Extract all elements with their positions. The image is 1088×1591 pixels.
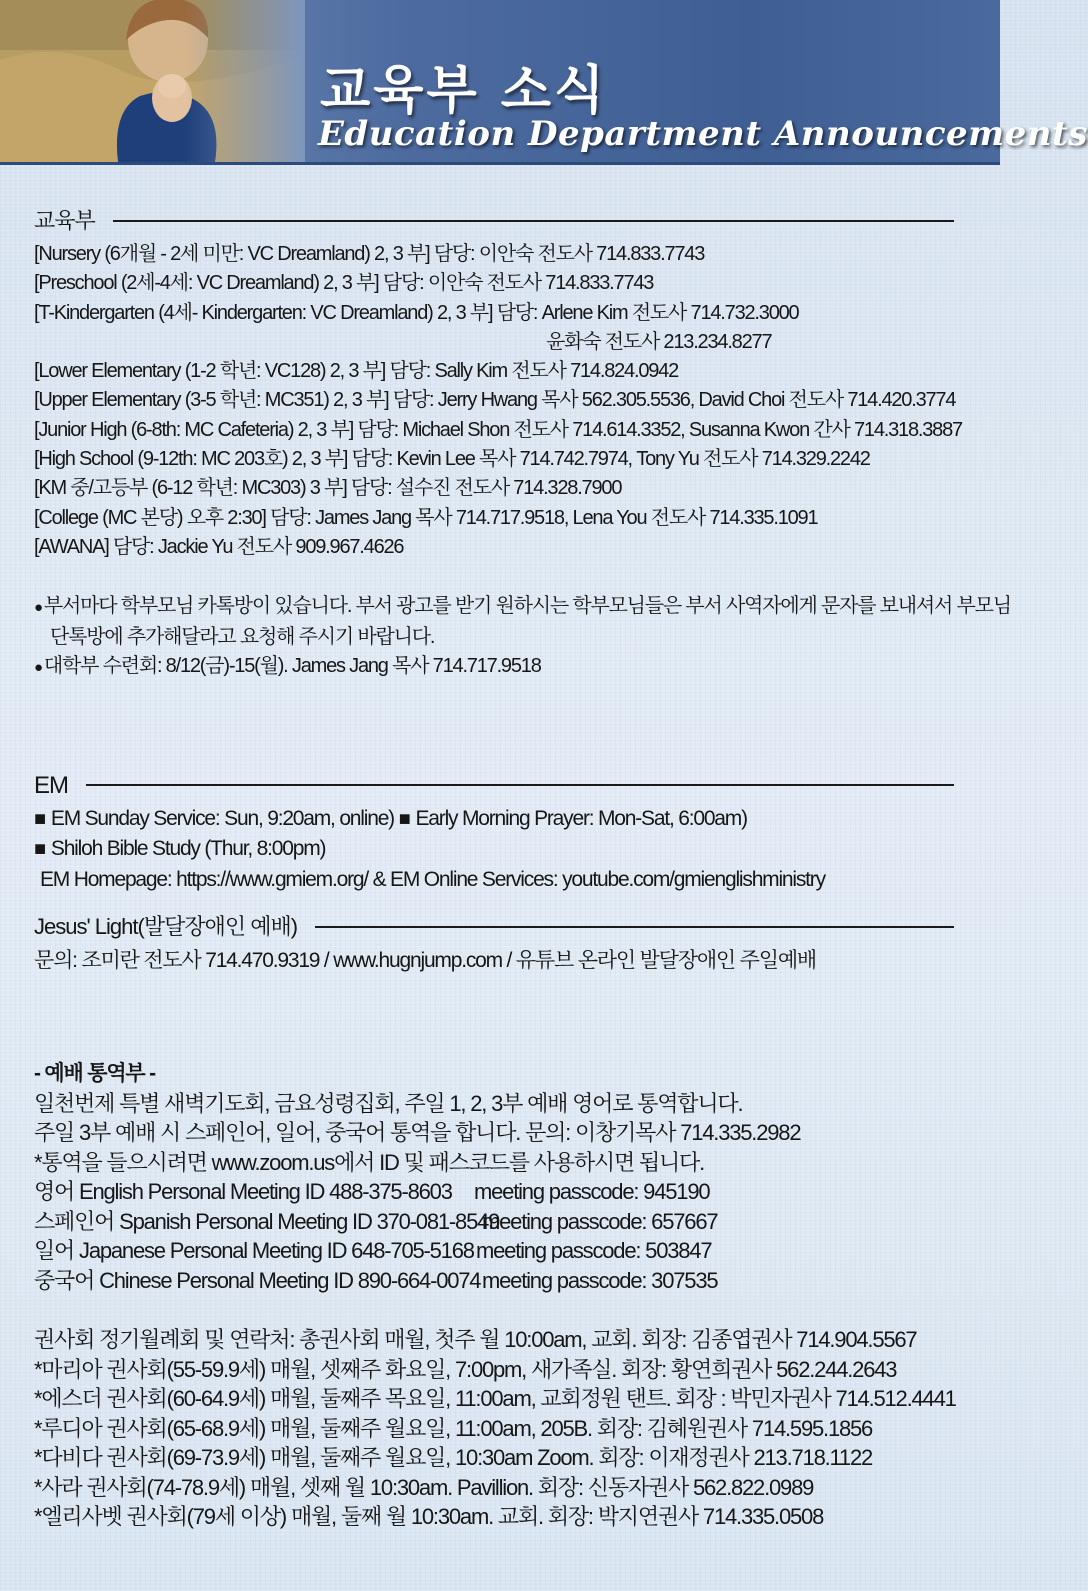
header-banner — [0, 0, 1088, 165]
em-section-header — [34, 766, 954, 804]
em-bible-study: Shiloh Bible Study (Thur, 8:00pm) — [50, 837, 326, 861]
dept-line-college: [College (MC 본당) 오후 2:30] 담당: James Jang 목사 714.717.9518, Lena You 전도사 714.335.1091 — [34, 506, 818, 529]
interpretation-line: 주일 3부 예배 시 스페인어, 일어, 중국어 통역을 합니다. 문의: 이창기목사 714.335.2982 — [34, 1120, 801, 1146]
jesus-light-label: Jesus' Light(발달장애인 예배) — [34, 914, 298, 940]
meeting-id: 중국어 Chinese Personal Meeting ID 890-664-0074 — [34, 1267, 481, 1293]
bullet-icon: ● — [34, 658, 42, 676]
education-section-header — [34, 202, 954, 240]
dept-line-nursery: [Nursery (6개월 - 2세 미만: VC Dreamland) 2, 3 부] 담당: 이안숙 전도사 714.833.7743 — [34, 243, 705, 265]
meeting-row-chinese — [34, 1266, 954, 1296]
meeting-row-spanish — [34, 1207, 954, 1237]
deaconess-line-elizabeth: *엘리사벳 권사회(79세 이상) 매월, 둘째 월 10:30am. 교회. 회장: 박지연권사 714.335.0508 — [34, 1504, 824, 1530]
meeting-row-japanese — [34, 1236, 954, 1266]
dept-line-high-school: [High School (9-12th: MC 203호) 2, 3 부] 담당: Kevin Lee 목사 714.742.7974, Tony Yu 전도사 714.329.2242 — [34, 448, 870, 471]
jesus-light-section-header — [34, 908, 954, 946]
meeting-id: 일어 Japanese Personal Meeting ID 648-705-5168 — [34, 1238, 474, 1264]
dept-line-km-youth: [KM 중/고등부 (6-12 학년: MC303) 3 부] 담당: 설수진 전도사 714.328.7900 — [34, 477, 622, 500]
bullet-icon: ● — [34, 599, 42, 617]
meeting-passcode: meeting passcode: 657667 — [482, 1208, 718, 1234]
notice-item — [34, 652, 954, 682]
section-divider — [315, 926, 954, 928]
announcement-body — [34, 202, 1011, 1532]
meeting-id: 영어 English Personal Meeting ID 488-375-8603 — [34, 1179, 452, 1205]
section-divider — [86, 784, 954, 786]
page-title-english: Education Department Announcements — [318, 114, 1088, 154]
deaconess-line-esther: *에스더 권사회(60-64.9세) 매월, 둘째주 목요일, 11:00am, 교회정원 탠트. 회장 : 박민자권사 714.512.4441 — [34, 1386, 956, 1412]
square-bullet-icon: ■ — [34, 808, 45, 831]
dept-line-t-kindergarten-contact2: 윤화숙 전도사 213.234.8277 — [546, 330, 772, 353]
em-early-prayer: Early Morning Prayer: Mon-Sat, 6:00am) — [415, 807, 747, 831]
education-section-label: 교육부 — [34, 208, 95, 234]
dept-line-lower-elementary: [Lower Elementary (1-2 학년: VC128) 2, 3 부] 담당: Sally Kim 전도사 714.824.0942 — [34, 360, 679, 383]
notice-item — [34, 592, 1011, 622]
dept-line-preschool: [Preschool (2세-4세: VC Dreamland) 2, 3 부] 담당: 이안숙 전도사 714.833.7743 — [34, 272, 654, 295]
dept-line-awana: [AWANA] 담당: Jackie Yu 전도사 909.967.4626 — [34, 535, 404, 558]
em-homepage-link[interactable]: EM Homepage: https://www.gmiem.org/ & EM Online Services: youtube.com/gmienglishministry — [40, 867, 825, 891]
square-bullet-icon: ■ — [34, 838, 45, 861]
interpretation-title: - 예배 통역부 - — [34, 1062, 155, 1086]
meeting-passcode: meeting passcode: 945190 — [474, 1179, 710, 1205]
deaconess-line-dorcas: *다비다 권사회(69-73.9세) 매월, 둘째주 월요일, 10:30am Zoom. 회장: 이재정권사 213.718.1122 — [34, 1445, 873, 1471]
meeting-row-english — [34, 1177, 954, 1207]
dept-line-upper-elementary: [Upper Elementary (3-5 학년: MC351) 2, 3 부] 담당: Jerry Hwang 목사 562.305.5536, David Choi 전도사 714.420.3774 — [34, 389, 956, 412]
praying-child-photo — [0, 0, 305, 162]
section-divider — [113, 220, 954, 222]
deaconess-line-general: 권사회 정기월례회 및 연락처: 총권사회 매월, 첫주 월 10:00am, 교회. 회장: 김종엽권사 714.904.5567 — [34, 1327, 917, 1353]
em-sunday-service: EM Sunday Service: Sun, 9:20am, online) — [50, 807, 394, 831]
notice-item-continuation: 단톡방에 추가해달라고 요청해 주시기 바랍니다. — [50, 625, 435, 648]
square-bullet-icon: ■ — [398, 808, 410, 831]
meeting-passcode: meeting passcode: 503847 — [476, 1238, 712, 1264]
jesus-light-contact: 문의: 조미란 전도사 714.470.9319 / www.hugnjump.com / 유튜브 온라인 발달장애인 주일예배 — [34, 949, 816, 973]
meeting-id: 스페인어 Spanish Personal Meeting ID 370-081-8549 — [34, 1208, 500, 1234]
deaconess-line-maria: *마리아 권사회(55-59.9세) 매월, 셋째주 화요일, 7:00pm, 새가족실. 회장: 황연희권사 562.244.2643 — [34, 1356, 897, 1382]
deaconess-line-sarah: *사라 권사회(74-78.9세) 매월, 셋째 월 10:30am. Pavillion. 회장: 신동자권사 562.822.0989 — [34, 1474, 814, 1500]
em-schedule-line — [34, 804, 954, 834]
notice-text: 부서마다 학부모님 카톡방이 있습니다. 부서 광고를 받기 원하시는 학부모님들은 부서 사역자에게 문자를 보내셔서 부모님 — [43, 595, 1011, 618]
interpretation-line: *통역을 들으시려면 www.zoom.us에서 ID 및 패스코드를 사용하시면 됩니다. — [34, 1149, 705, 1175]
notice-text: 대학부 수련회: 8/12(금)-15(월). James Jang 목사 714.717.9518 — [43, 654, 541, 677]
dept-line-junior-high: [Junior High (6-8th: MC Cafeteria) 2, 3 부] 담당: Michael Shon 전도사 714.614.3352, Susanna Kwon 간사 714.318.3887 — [34, 418, 962, 441]
interpretation-line: 일천번제 특별 새벽기도회, 금요성령집회, 주일 1, 2, 3부 예배 영어로 통역합니다. — [34, 1090, 743, 1116]
page-title-korean: 교육부 소식 — [320, 61, 608, 121]
dept-line-t-kindergarten: [T-Kindergarten (4세- Kindergarten: VC Dreamland) 2, 3 부] 담당: Arlene Kim 전도사 714.732.3000 — [34, 301, 799, 324]
deaconess-line-lydia: *루디아 권사회(65-68.9세) 매월, 둘째주 월요일, 11:00am, 205B. 회장: 김혜원권사 714.595.1856 — [34, 1415, 873, 1441]
meeting-passcode: meeting passcode: 307535 — [482, 1267, 718, 1293]
em-bible-line — [34, 834, 954, 864]
em-section-label: EM — [34, 771, 68, 799]
